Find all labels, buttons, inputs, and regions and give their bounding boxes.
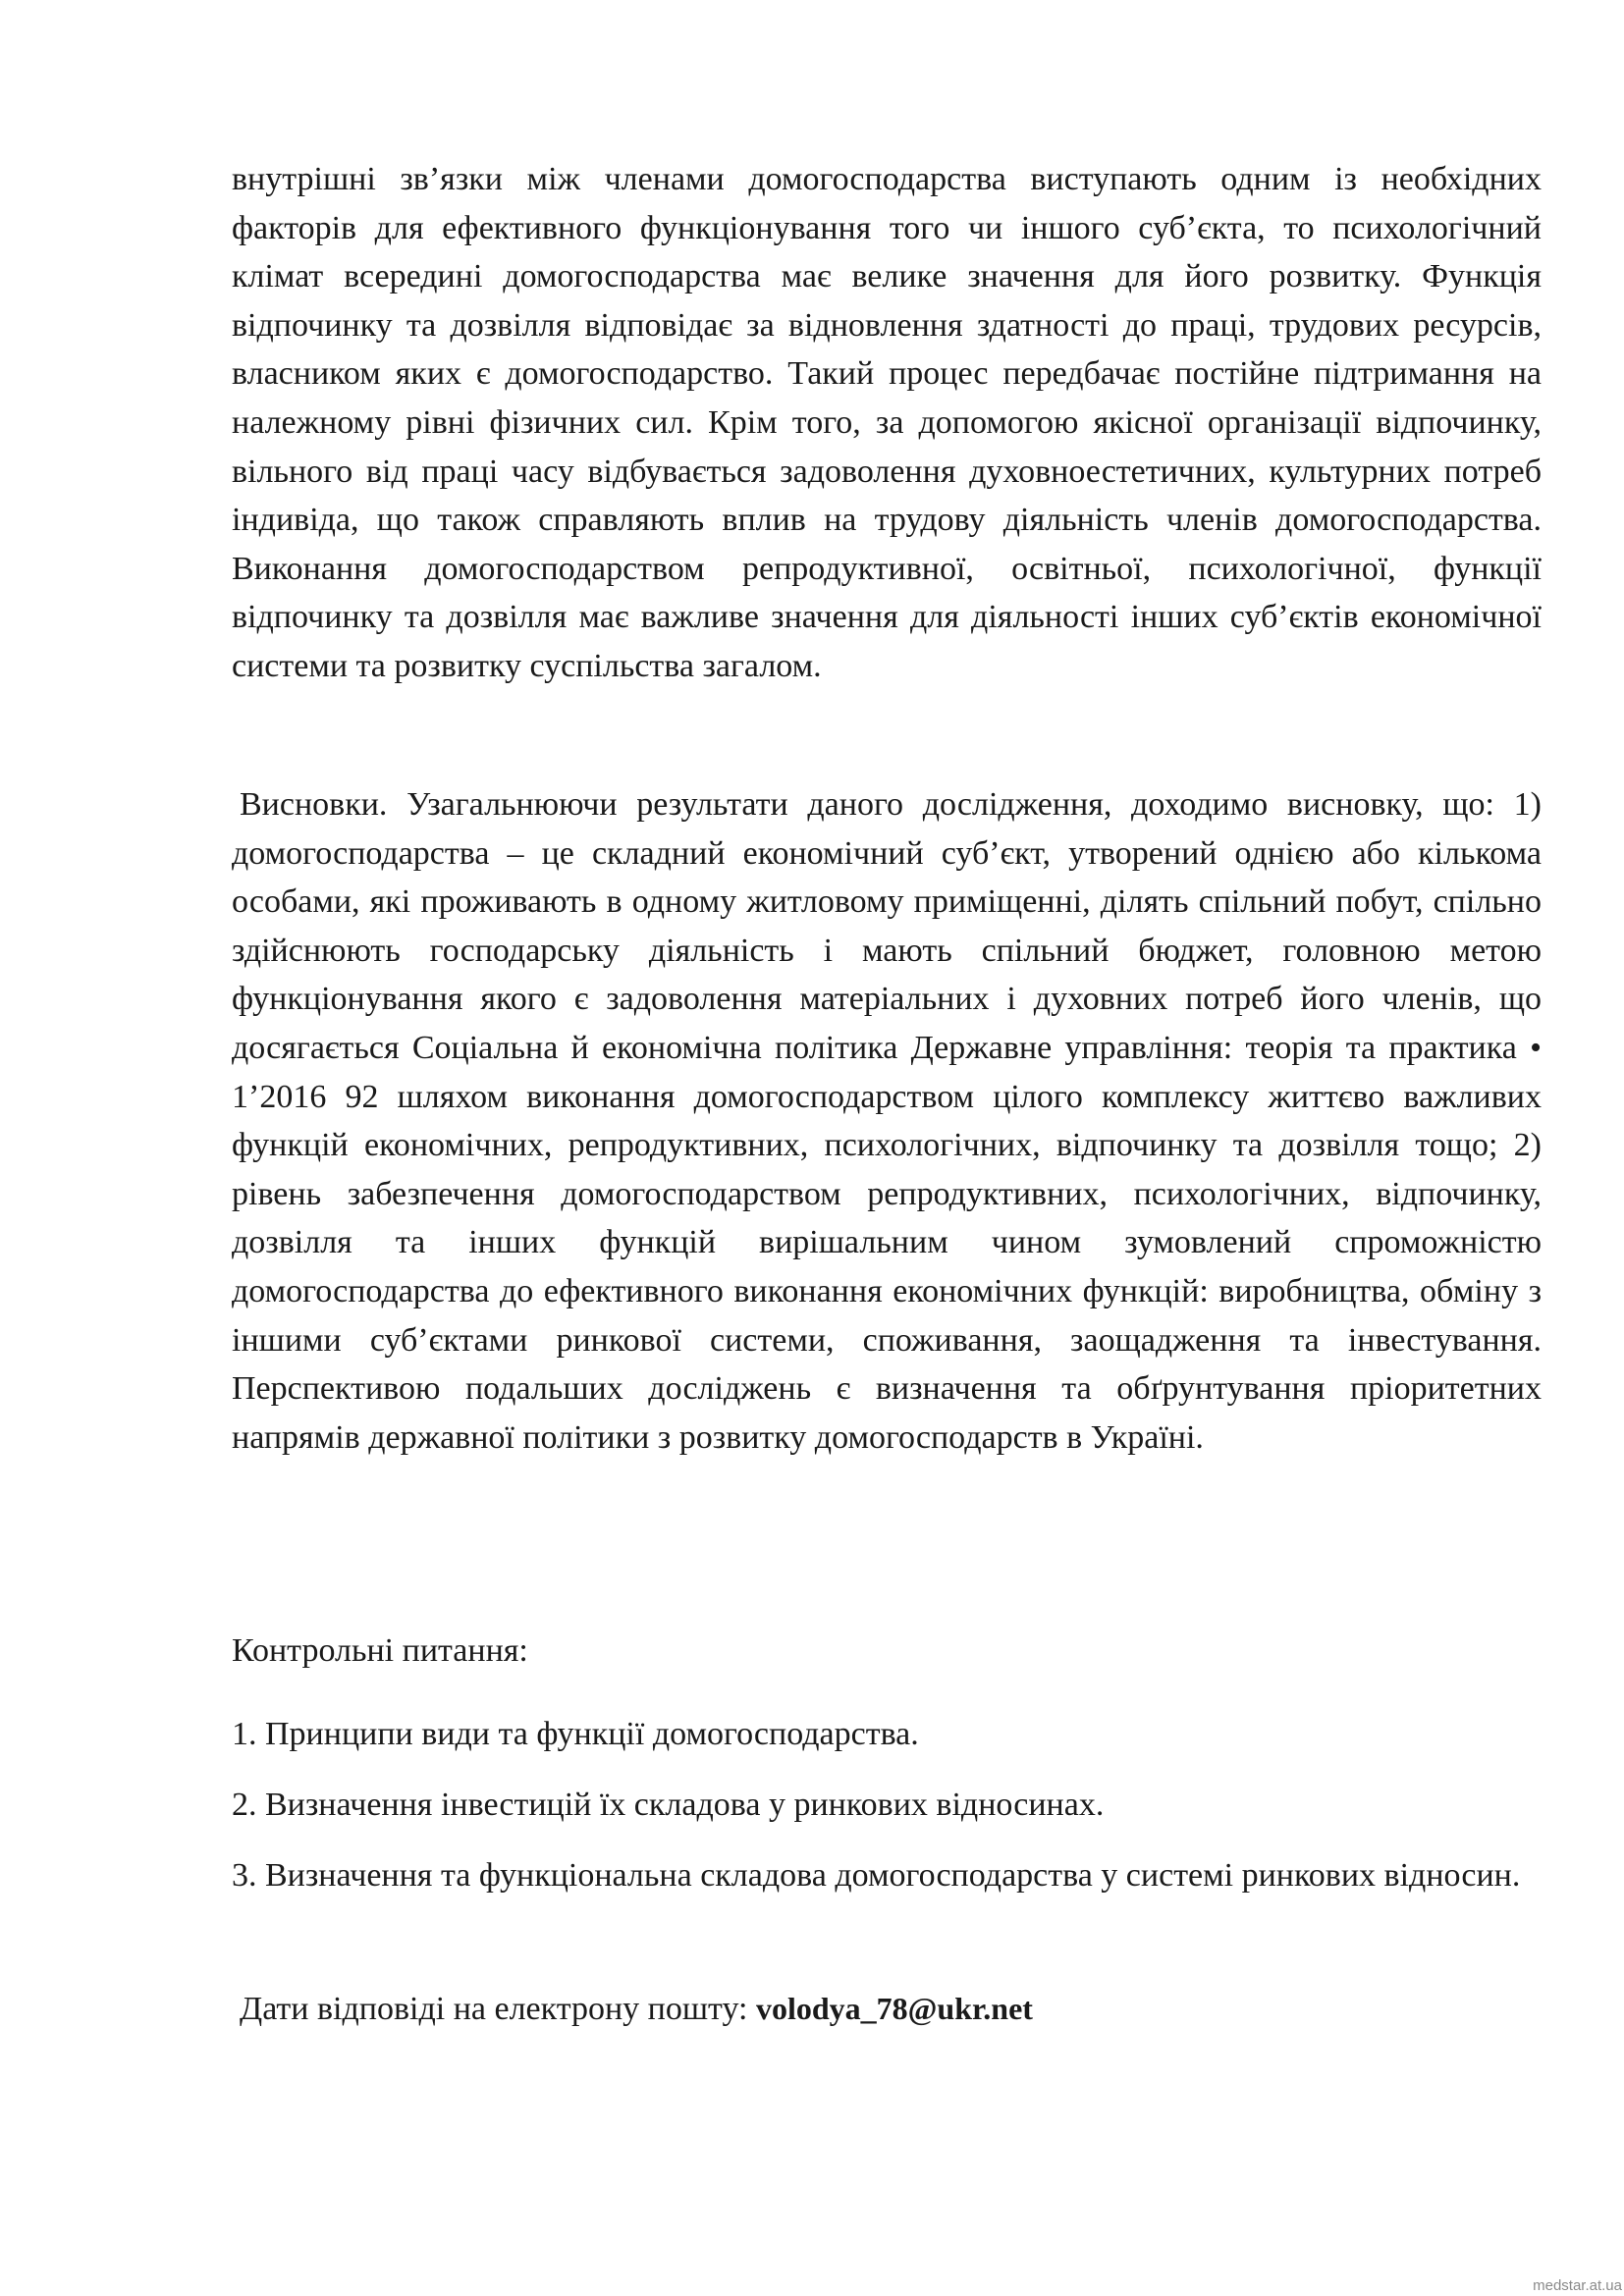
answer-label: Дати відповіді на електрону пошту: <box>240 1991 756 2027</box>
question-item-2: 2. Визначення інвестицій їх складова у ринкових відносинах. <box>232 1787 1105 1823</box>
site-watermark: medstar.at.ua <box>1533 2277 1622 2294</box>
body-paragraph-1: внутрішні зв’язки між членами домогосподарства виступають одним із необхідних факторів для ефективного функціонування того чи іншого суб’єкта, то психологічний клімат всередині домогосподарства має велике значення для його розвитку. Функція відпочинку та дозвілля відповідає за відновлення здатності до праці, трудових ресурсів, власником яких є домогосподарство. Такий процес передбачає постійне підтримання на належному рівні фізичних сил. Крім того, за допомогою якісної організації відпочинку, вільного від праці часу відбувається задоволення духовноестетичних, культурних потреб індивіда, що також справляють вплив на трудову діяльність членів домогосподарства. Виконання домогосподарством репродуктивної, освітньої, психологічної, функції відпочинку та дозвілля має важливе значення для діяльності інших суб’єктів економічної системи та розвитку суспільства загалом. <box>232 161 1542 684</box>
control-questions-heading: Контрольні питання: <box>232 1632 528 1669</box>
question-item-1: 1. Принципи види та функції домогосподарства. <box>232 1716 919 1752</box>
control-questions-list <box>232 1710 1542 1899</box>
answer-instructions <box>240 1985 1033 2033</box>
conclusions-paragraph: Висновки. Узагальнюючи результати даного дослідження, доходимо висновку, що: 1) домогосподарства – це складний економічний суб’єкт, утворений однією або кількома особами, які проживають в одному житловому приміщенні, ділять спільний побут, спільно здійснюють господарську діяльність і мають спільний бюджет, головною метою функціонування якого є задоволення матеріальних і духовних потреб його членів, що досягається Соціальна й економічна політика Державне управління: теорія та практика • 1’2016 92 шляхом виконання домогосподарством цілого комплексу життєво важливих функцій економічних, репродуктивних, психологічних, відпочинку та дозвілля тощо; 2) рівень забезпечення домогосподарством репродуктивних, психологічних, відпочинку, дозвілля та інших функцій вирішальним чином зумовлений спроможністю домогосподарства до ефективного виконання економічних функцій: виробництва, обміну з іншими суб’єктами ринкової системи, споживання, заощадження та інвестування. Перспективою подальших досліджень є визначення та обґрунтування пріоритетних напрямів державної політики з розвитку домогосподарств в Україні. <box>232 786 1542 1456</box>
question-item-3: 3. Визначення та функціональна складова домогосподарства у системі ринкових відносин. <box>232 1857 1521 1894</box>
email-address: volodya_78@ukr.net <box>755 1991 1033 2026</box>
